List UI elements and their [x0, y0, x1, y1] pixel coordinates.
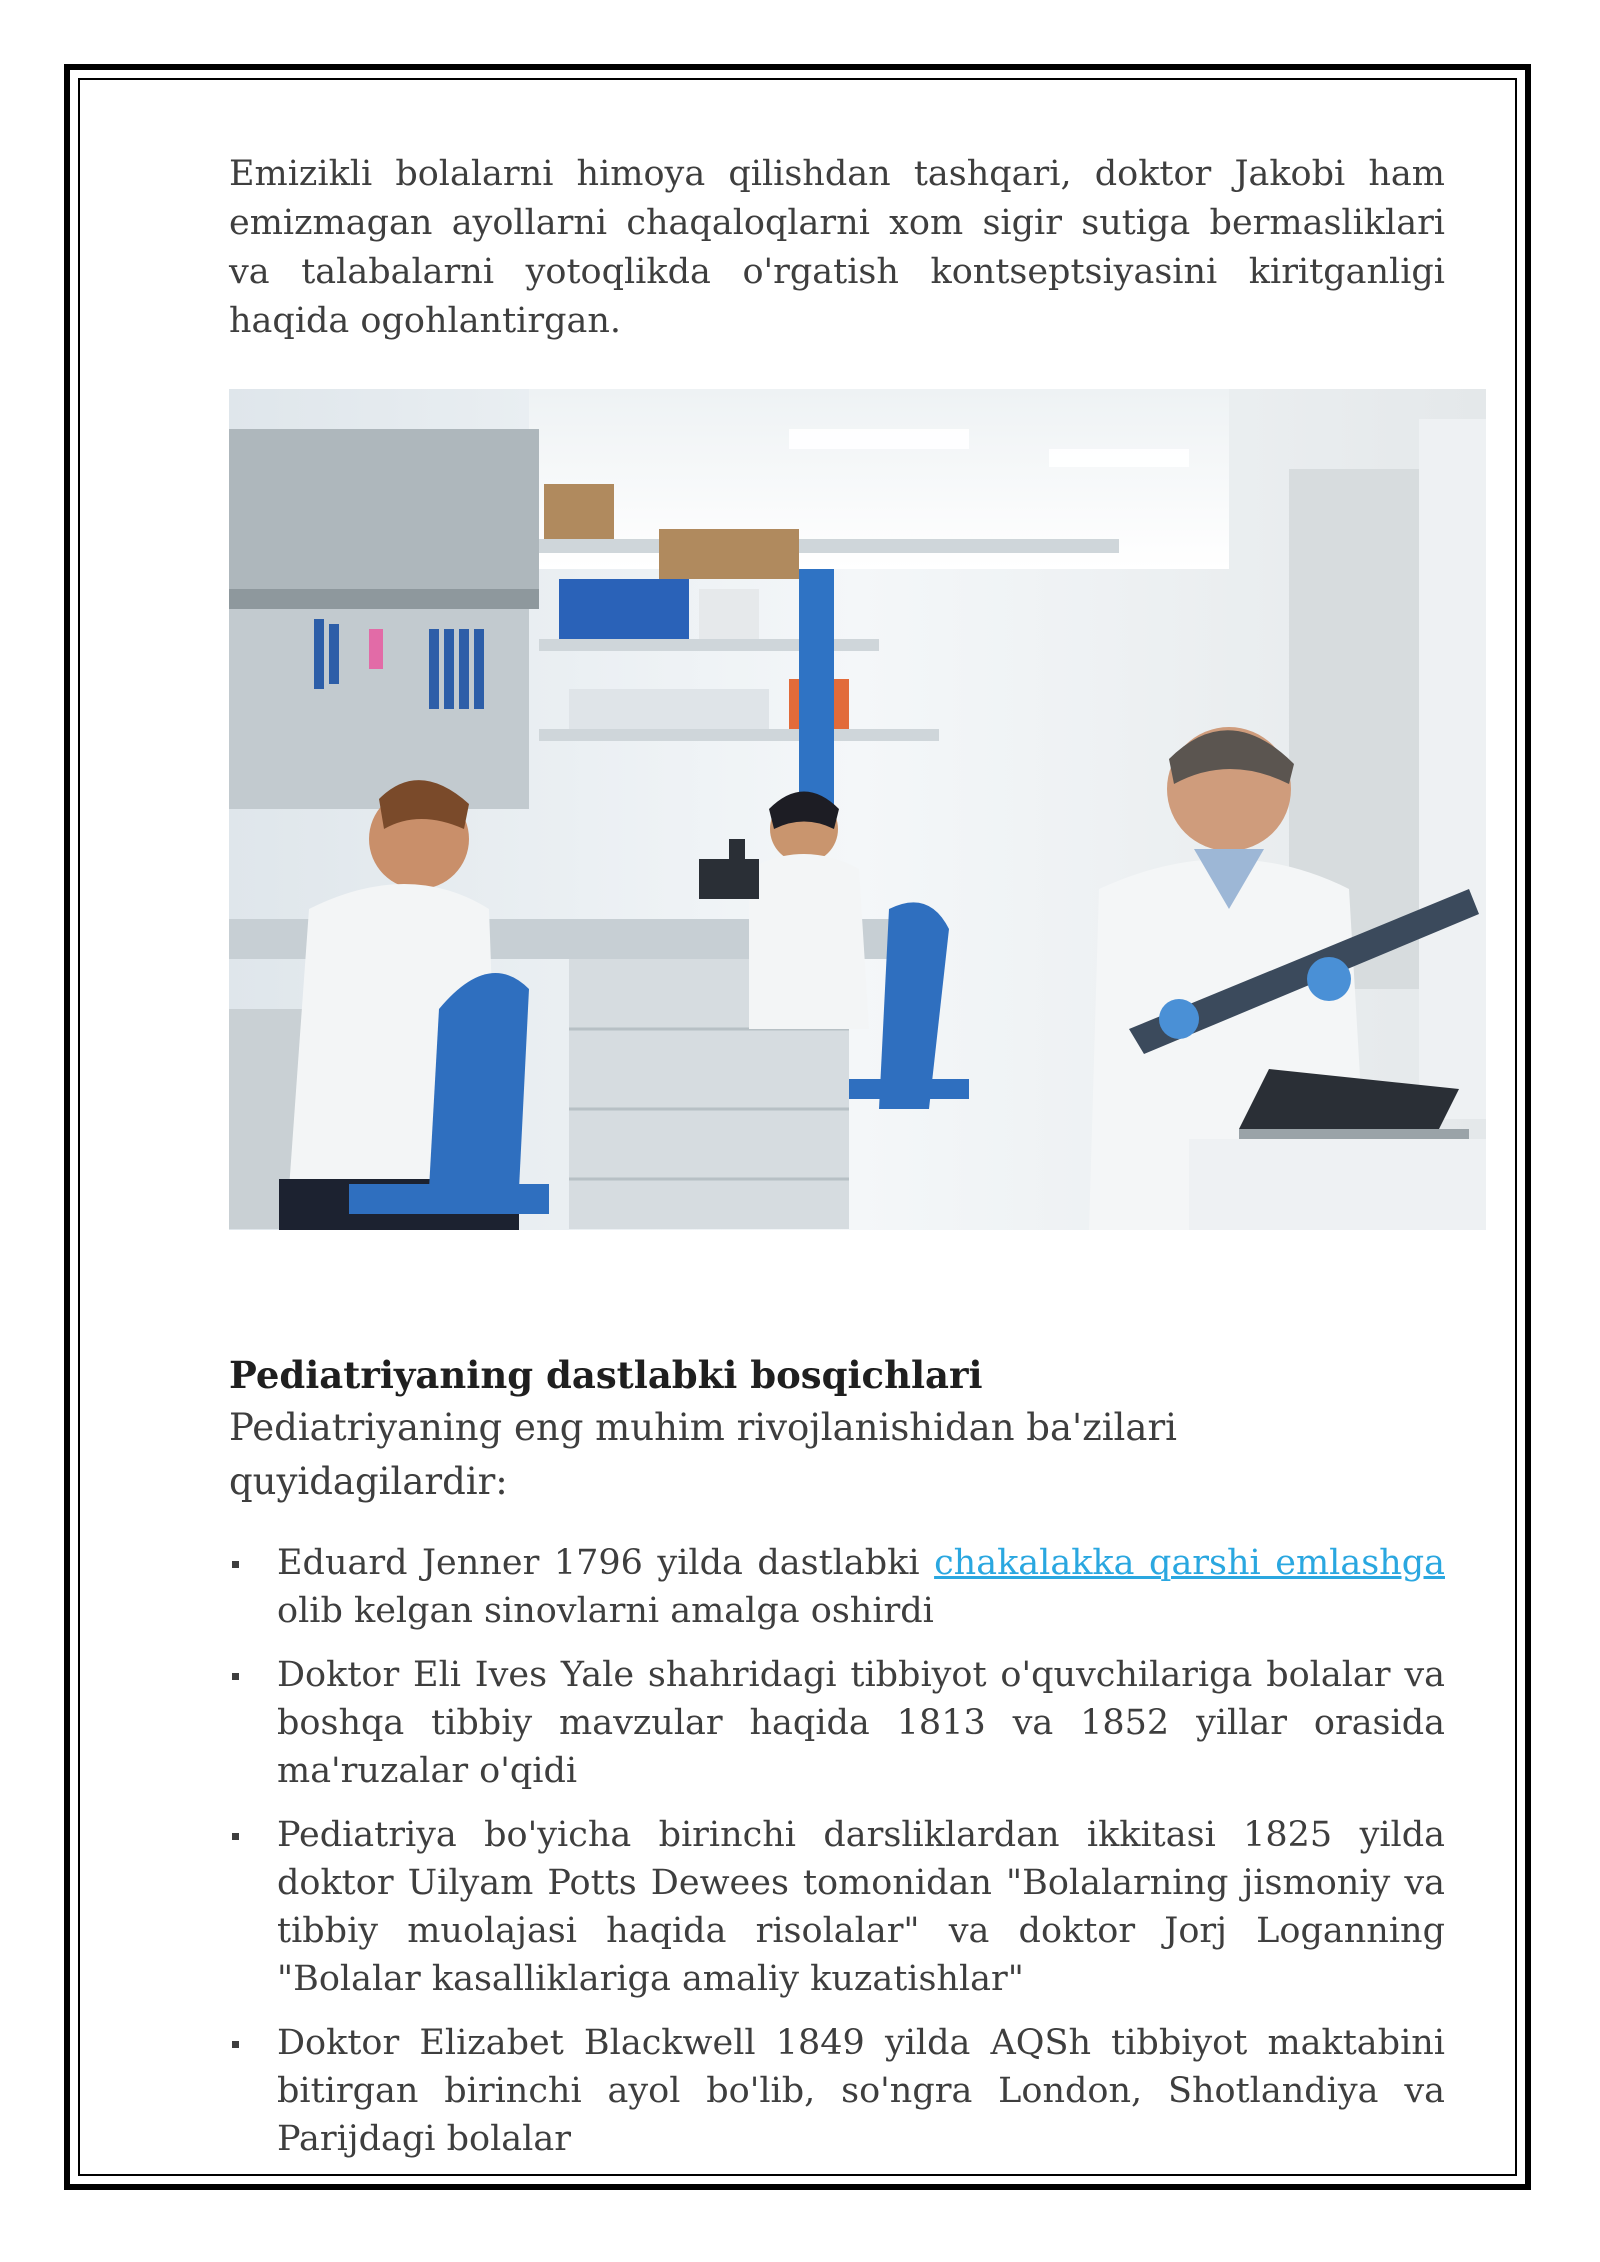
list-item-text-after: olib kelgan sinovlarni amalga oshirdi	[277, 1591, 934, 1631]
list-item-text-before: Eduard Jenner 1796 yilda dastlabki	[277, 1543, 935, 1583]
bullet-marker	[232, 1561, 239, 1568]
list-item	[229, 2019, 1445, 2163]
section-heading: Pediatriyaning dastlabki bosqichlari	[229, 1353, 983, 1397]
list-item-text: Pediatriya bo'yicha birinchi darsliklardan ikkitasi 1825 yilda doktor Uilyam Potts Dewees tomonidan "Bolalarning jismoniy va tibbiy muolajasi haqida risolalar" va doktor Jorj Loganning "Bolalar kasalliklariga amaliy kuzatishlar"	[277, 1815, 1445, 1999]
top-text-block	[229, 150, 1445, 346]
bullet-marker	[232, 1673, 239, 1680]
milestones-list	[229, 1539, 1445, 2163]
list-item	[229, 1651, 1445, 1795]
list-item-text: Doktor Eli Ives Yale shahridagi tibbiyot o'quvchilariga bolalar va boshqa tibbiy mavzular haqida 1813 va 1852 yillar orasida ma'ruzalar o'qidi	[277, 1655, 1445, 1791]
bullet-marker	[232, 1833, 239, 1840]
section-intro: Pediatriyaning eng muhim rivojlanishidan ba'zilari quyidagilardir:	[229, 1406, 1177, 1503]
list-item	[229, 1811, 1445, 2003]
lab-photo	[229, 389, 1486, 1230]
list-item	[229, 1539, 1445, 1635]
vaccination-link[interactable]: chakalakka qarshi emlashga	[934, 1543, 1445, 1583]
list-item-text: Doktor Elizabet Blackwell 1849 yilda AQSh tibbiyot maktabini bitirgan birinchi ayol bo'lib, so'ngra London, Shotlandiya va Parijdagi bolalar	[277, 2023, 1445, 2159]
top-paragraph: Emizikli bolalarni himoya qilishdan tashqari, doktor Jakobi ham emizmagan ayollarni chaqaloqlarni xom sigir sutiga bermasliklari va talabalarni yotoqlikda o'rgatish kontseptsiyasini kiritganligi haqida ogohlantirgan.	[229, 154, 1445, 341]
bullet-marker	[232, 2041, 239, 2048]
section-early-stages	[229, 1349, 1445, 2179]
